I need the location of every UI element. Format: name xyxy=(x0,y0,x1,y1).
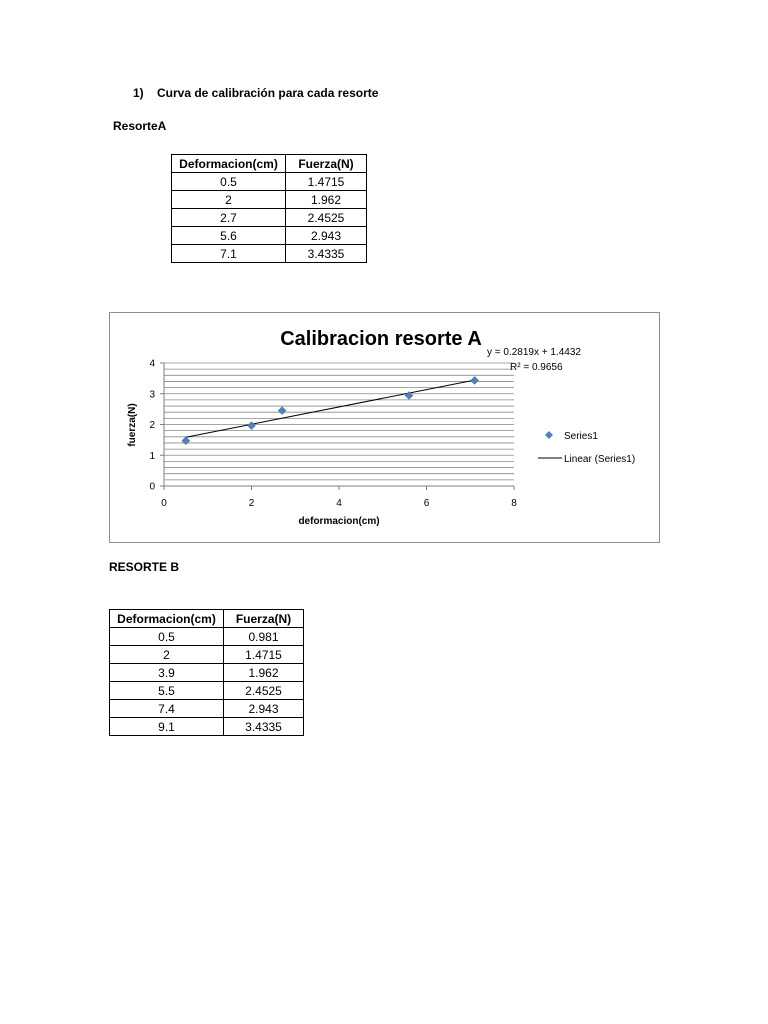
table-row xyxy=(110,682,304,700)
resorte-b-label: RESORTE B xyxy=(109,560,180,574)
trend-equation: y = 0.2819x + 1.4432 xyxy=(487,347,581,358)
table-row xyxy=(172,227,367,245)
table-cell: 3.4335 xyxy=(286,245,367,263)
table-cell: 2.4525 xyxy=(286,209,367,227)
y-tick-label: 0 xyxy=(149,481,155,493)
heading-number: 1) xyxy=(133,86,144,100)
x-axis-title: deformacion(cm) xyxy=(298,516,380,527)
chart-axes xyxy=(160,363,514,490)
x-tick-label: 0 xyxy=(161,498,167,509)
table-row xyxy=(110,718,304,736)
calibration-chart xyxy=(109,312,660,543)
chart-grid xyxy=(164,363,514,480)
resorte-b-table xyxy=(109,609,304,736)
resorte-a-label: ResorteA xyxy=(113,119,167,133)
table-cell: 1.4715 xyxy=(224,646,304,664)
y-tick-label: 3 xyxy=(149,389,155,401)
table-cell: 2 xyxy=(172,191,286,209)
table-row xyxy=(172,209,367,227)
table-cell: 2.4525 xyxy=(224,682,304,700)
table-header: Fuerza(N) xyxy=(286,155,367,173)
resorte-a-table xyxy=(171,154,367,263)
table-cell: 2.943 xyxy=(286,227,367,245)
trendline-segment xyxy=(186,380,475,437)
table-cell: 2 xyxy=(110,646,224,664)
y-tick-label: 2 xyxy=(149,420,155,431)
table-cell: 0.981 xyxy=(224,628,304,646)
table-row xyxy=(110,700,304,718)
heading-text: Curva de calibración para cada resorte xyxy=(157,86,379,100)
x-tick-labels xyxy=(161,498,517,509)
table-cell: 1.4715 xyxy=(286,173,367,191)
table-cell: 9.1 xyxy=(110,718,224,736)
data-point xyxy=(248,422,256,430)
table-cell: 0.5 xyxy=(172,173,286,191)
table-cell: 2.943 xyxy=(224,700,304,718)
x-tick-label: 6 xyxy=(423,498,430,509)
trendline xyxy=(186,380,475,437)
table-cell: 5.5 xyxy=(110,682,224,700)
y-tick-label: 1 xyxy=(149,450,155,462)
legend-marker-series1 xyxy=(545,431,553,439)
section-heading xyxy=(133,86,378,100)
series-points xyxy=(182,376,479,444)
table-cell: 2.7 xyxy=(172,209,286,227)
x-tick-label: 2 xyxy=(248,498,255,509)
table-row xyxy=(172,245,367,263)
chart-title: Calibracion resorte A xyxy=(280,328,482,350)
table-row xyxy=(110,646,304,664)
data-point xyxy=(278,407,286,415)
table-cell: 3.4335 xyxy=(224,718,304,736)
data-point xyxy=(471,376,479,384)
table-header: Deformacion(cm) xyxy=(110,610,224,628)
legend-label-trend: Linear (Series1) xyxy=(564,454,636,465)
table-cell: 7.4 xyxy=(110,700,224,718)
table-cell: 1.962 xyxy=(286,191,367,209)
table-cell: 0.5 xyxy=(110,628,224,646)
x-tick-label: 8 xyxy=(511,498,517,509)
table-row xyxy=(110,628,304,646)
legend-label-series1: Series1 xyxy=(564,431,598,442)
data-point xyxy=(182,437,190,445)
table-cell: 5.6 xyxy=(172,227,286,245)
table-row xyxy=(172,173,367,191)
y-tick-label: 4 xyxy=(149,358,155,370)
y-axis-title: fuerza(N) xyxy=(127,403,138,447)
chart-canvas xyxy=(110,313,659,542)
r-squared: R² = 0.9656 xyxy=(510,362,563,373)
table-row xyxy=(172,191,367,209)
table-header: Deformacion(cm) xyxy=(172,155,286,173)
table-cell: 7.1 xyxy=(172,245,286,263)
chart-legend xyxy=(538,431,635,465)
x-tick-label: 4 xyxy=(336,498,342,509)
y-tick-labels xyxy=(149,359,155,493)
table-row xyxy=(110,664,304,682)
table-header: Fuerza(N) xyxy=(224,610,304,628)
table-cell: 3.9 xyxy=(110,664,224,682)
table-cell: 1.962 xyxy=(224,664,304,682)
